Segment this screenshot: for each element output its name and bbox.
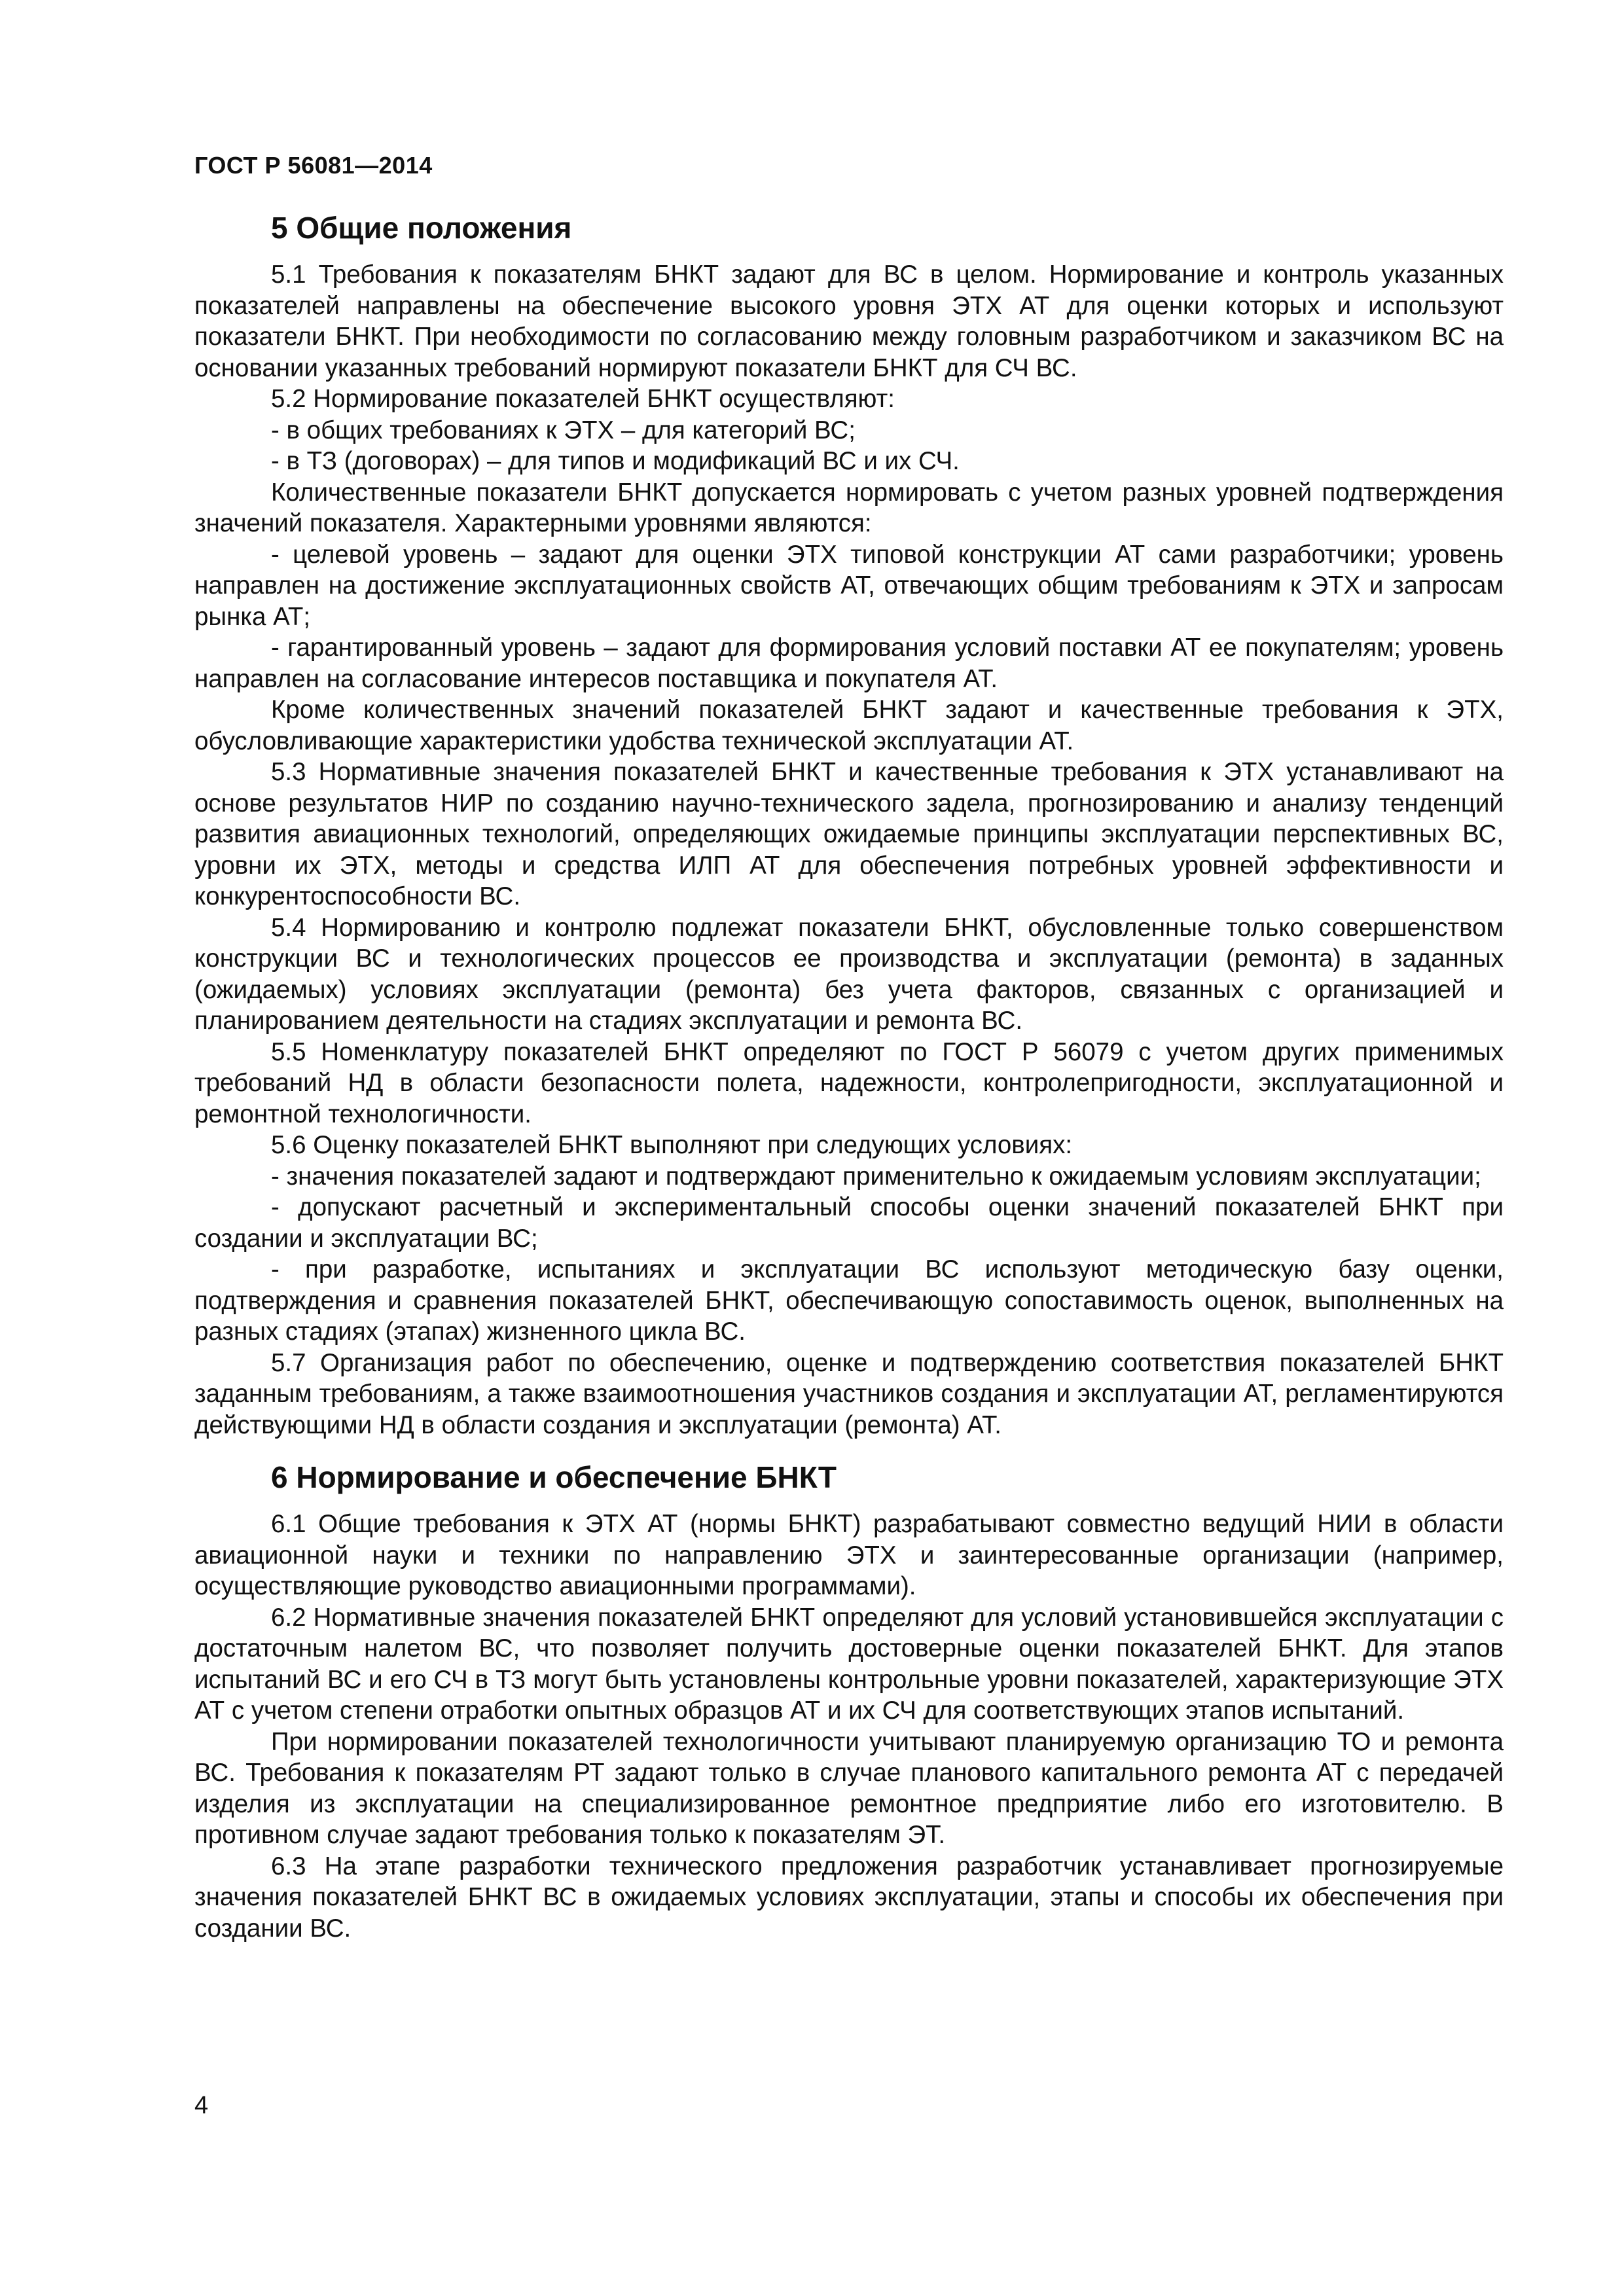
- paragraph: 5.6 Оценку показателей БНКТ выполняют при следующих условиях:: [271, 1131, 1073, 1159]
- page-content: [194, 208, 1504, 1944]
- list-item: - допускают расчетный и экспериментальный способы оценки значений показателей БНКТ при создании и эксплуатации ВС;: [194, 1193, 1504, 1253]
- paragraph: 5.5 Номенклатуру показателей БНКТ определяют по ГОСТ Р 56079 с учетом других применимых требований НД в области безопасности полета, надежности, контролепригодности, эксплуатационной и ремонтной технологичности.: [194, 1037, 1504, 1128]
- paragraph: 5.1 Требования к показателям БНКТ задают для ВС в целом. Нормирование и контроль указанных показателей направлены на обеспечение высокого уровня ЭТХ АТ для оценки которых и используют показатели БНКТ. При необходимости по согласованию между головным разработчиком и заказчиком ВС на основании указанных требований нормируют показатели БНКТ для СЧ ВС.: [194, 260, 1504, 382]
- paragraph: 5.3 Нормативные значения показателей БНКТ и качественные требования к ЭТХ устанавливают на основе результатов НИР по созданию научно-технического задела, прогнозированию и анализу тенденций развития авиационных технологий, определяющих ожидаемые принципы эксплуатации перспективных ВС, уровни их ЭТХ, методы и средства ИЛП АТ для обеспечения потребных уровней эффективности и конкурентоспособности ВС.: [194, 758, 1504, 910]
- page-number: 4: [194, 2092, 209, 2119]
- section-6-title: 6 Нормирование и обеспечение БНКТ: [271, 1460, 837, 1494]
- document-header: ГОСТ Р 56081—2014: [194, 152, 433, 179]
- list-item: - при разработке, испытаниях и эксплуатации ВС используют методическую базу оценки, подтверждения и сравнения показателей БНКТ, обеспечивающую сопоставимость оценок, выполненных на разных стадиях (этапах) жизненного цикла ВС.: [194, 1255, 1504, 1346]
- paragraph: 5.7 Организация работ по обеспечению, оценке и подтверждению соответствия показателей БНКТ заданным требованиям, а также взаимоотношения участников создания и эксплуатации АТ, регламентируются действующими НД в области создания и эксплуатации (ремонта) АТ.: [194, 1348, 1504, 1439]
- list-item: - гарантированный уровень – задают для формирования условий поставки АТ ее покупателям; уровень направлен на согласование интересов поставщика и покупателя АТ.: [194, 634, 1504, 693]
- paragraph: 6.1 Общие требования к ЭТХ АТ (нормы БНКТ) разрабатывают совместно ведущий НИИ в области авиационной науки и техники по направлению ЭТХ и заинтересованные организации (например, осуществляющие руководство авиационными программами).: [194, 1510, 1504, 1600]
- paragraph: Количественные показатели БНКТ допускается нормировать с учетом разных уровней подтверждения значений показателя. Характерными уровнями являются:: [194, 478, 1504, 537]
- paragraph: Кроме количественных значений показателей БНКТ задают и качественные требования к ЭТХ, обусловливающие характеристики удобства технической эксплуатации АТ.: [194, 696, 1504, 755]
- paragraph: 6.2 Нормативные значения показателей БНКТ определяют для условий установившейся эксплуатации с достаточным налетом ВС, что позволяет получить достоверные оценки показателей БНКТ. Для этапов испытаний ВС и его СЧ в ТЗ могут быть установлены контрольные уровни показателей, характеризующие ЭТХ АТ с учетом степени отработки опытных образцов АТ и их СЧ для соответствующих этапов испытаний.: [194, 1603, 1504, 1725]
- list-item: - значения показателей задают и подтверждают применительно к ожидаемым условиям эксплуатации;: [271, 1162, 1481, 1191]
- list-item: - целевой уровень – задают для оценки ЭТХ типовой конструкции АТ сами разработчики; уровень направлен на достижение эксплуатационных свойств АТ, отвечающих общим требованиям к ЭТХ и запросам рынка АТ;: [194, 540, 1504, 631]
- paragraph: 6.3 На этапе разработки технического предложения разработчик устанавливает прогнозируемые значения показателей БНКТ ВС в ожидаемых условиях эксплуатации, этапы и способы их обеспечения при создании ВС.: [194, 1852, 1504, 1943]
- list-item: - в общих требованиях к ЭТХ – для категорий ВС;: [271, 416, 856, 444]
- list-item: - в ТЗ (договорах) – для типов и модификаций ВС и их СЧ.: [271, 447, 960, 475]
- paragraph: При нормировании показателей технологичности учитывают планируемую организацию ТО и ремонта ВС. Требования к показателям РТ задают только в случае планового капитального ремонта АТ с передачей изделия из эксплуатации на специализированное ремонтное предприятие либо его изготовителю. В противном случае задают требования только к показателям ЭТ.: [194, 1727, 1504, 1849]
- paragraph: 5.2 Нормирование показателей БНКТ осуществляют:: [271, 385, 895, 413]
- section-5-title: 5 Общие положения: [271, 211, 572, 245]
- paragraph: 5.4 Нормированию и контролю подлежат показатели БНКТ, обусловленные только совершенством конструкции ВС и технологических процессов ее производства и эксплуатации (ремонта) в заданных (ожидаемых) условиях эксплуатации (ремонта) без учета факторов, связанных с организацией и планированием деятельности на стадиях эксплуатации и ремонта ВС.: [194, 913, 1504, 1035]
